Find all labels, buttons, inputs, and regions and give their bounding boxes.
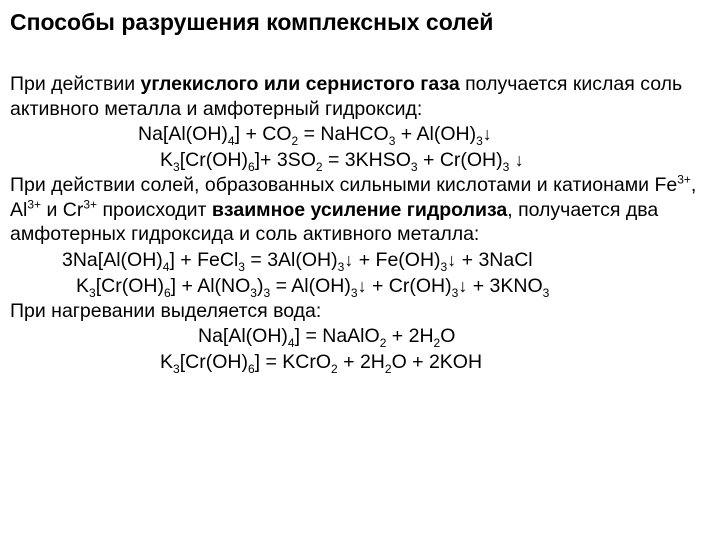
precipitate-arrow-icon: ↓ (357, 275, 367, 296)
formula-part: + Fe(OH) (353, 248, 441, 271)
subscript: 3 (440, 259, 448, 274)
subscript: 2 (315, 159, 323, 174)
formula-part: K (160, 351, 174, 373)
formula-part: + 3KNO (467, 274, 543, 297)
formula-part: Na[Al(OH) (138, 123, 228, 145)
subscript: 3 (250, 285, 257, 300)
text-run: получается кислая соль активного металла и амфотерный гидроксид: (10, 73, 683, 120)
formula-part: ]+ 3SO (254, 149, 316, 171)
subscript: 6 (247, 159, 255, 174)
formula-part: K (76, 274, 90, 297)
formula-part: + 2H (337, 351, 385, 373)
subscript: 3 (542, 285, 550, 300)
subscript: 2 (291, 133, 299, 148)
subscript: 4 (287, 335, 295, 350)
precipitate-arrow-icon: ↓ (458, 275, 468, 296)
formula-part: ) (256, 274, 264, 297)
equation-4 (10, 273, 710, 299)
subscript: 3 (173, 361, 180, 376)
precipitate-arrow-icon: ↓ (514, 150, 524, 170)
formula-part: ] + CO (234, 123, 292, 145)
subscript: 2 (433, 335, 441, 350)
formula-part: = 3KHSO (322, 149, 411, 171)
subscript: 3 (451, 285, 459, 300)
subscript: 3 (89, 285, 96, 300)
formula-part: 3Na[Al(OH) (62, 248, 163, 271)
text-run: , получается два амфотерных гидроксида и соль активного металла: (10, 198, 659, 245)
formula-part: ] = NaAlO (294, 325, 380, 347)
bold-term: взаимное усиление гидролиза (211, 198, 508, 221)
formula-part: + 2H (386, 325, 434, 347)
formula-part: + Cr(OH) (417, 149, 503, 171)
formula-part: + Cr(OH) (366, 274, 452, 297)
superscript: 3+ (27, 197, 42, 211)
precipitate-arrow-icon: ↓ (447, 249, 457, 270)
text-run: и Cr (41, 198, 84, 221)
formula-part: K (160, 149, 174, 171)
formula-part: Na[Al(OH) (198, 325, 288, 347)
formula-part: ] = KCrO (254, 351, 332, 373)
formula-part: + Al(OH) (395, 123, 477, 145)
subscript: 3 (350, 285, 358, 300)
equation-1 (10, 121, 710, 147)
bold-term: углекислого или сернистого газа (140, 73, 460, 95)
text-run: , Al (10, 174, 697, 221)
subscript: 6 (247, 361, 255, 376)
equation-6 (10, 349, 710, 375)
subscript: 2 (331, 361, 338, 376)
subscript: 6 (163, 285, 171, 300)
precipitate-arrow-icon: ↓ (344, 249, 354, 270)
subscript: 4 (227, 133, 235, 148)
text-run: происходит (97, 198, 212, 221)
paragraph-heating (10, 299, 710, 324)
formula-part: [Cr(OH) (95, 274, 164, 297)
subscript: 3 (238, 259, 245, 274)
superscript: 3+ (677, 172, 691, 187)
subscript: 3 (263, 285, 271, 300)
text-run: При действии (10, 73, 141, 95)
formula-part: O (440, 325, 456, 347)
subscript: 3 (173, 159, 180, 174)
subscript: 3 (337, 259, 345, 274)
equation-5 (10, 323, 710, 349)
formula-part: [Cr(OH) (179, 351, 248, 373)
formula-part: ] + Al(NO (170, 274, 251, 297)
formula-part: = NaHCO (298, 123, 389, 145)
subscript: 2 (379, 335, 387, 350)
formula-part: ] + FeCl (169, 248, 239, 271)
subscript: 3 (410, 159, 418, 174)
subscript: 2 (384, 361, 392, 376)
formula-part: = Al(OH) (270, 274, 351, 297)
equation-3 (10, 247, 710, 273)
page-title: Способы разрушения комплексных солей (10, 9, 494, 35)
text-run: При нагревании выделяется вода: (10, 299, 322, 322)
formula-part: = 3Al(OH) (244, 248, 338, 271)
formula-part: [Cr(OH) (179, 149, 248, 171)
subscript: 3 (388, 133, 396, 148)
subscript: 3 (476, 133, 483, 148)
formula-part: O + 2KOH (391, 351, 483, 373)
subscript: 3 (502, 159, 510, 174)
formula-part: + 3NaCl (456, 248, 533, 271)
paragraph-salts (10, 173, 710, 247)
equation-2 (10, 147, 710, 173)
text-run: При действии солей, образованных сильными кислотами и катионами Fe (10, 174, 678, 196)
paragraph-gases (10, 72, 710, 121)
precipitate-arrow-icon: ↓ (482, 124, 492, 144)
subscript: 4 (162, 259, 170, 274)
superscript: 3+ (83, 197, 98, 211)
